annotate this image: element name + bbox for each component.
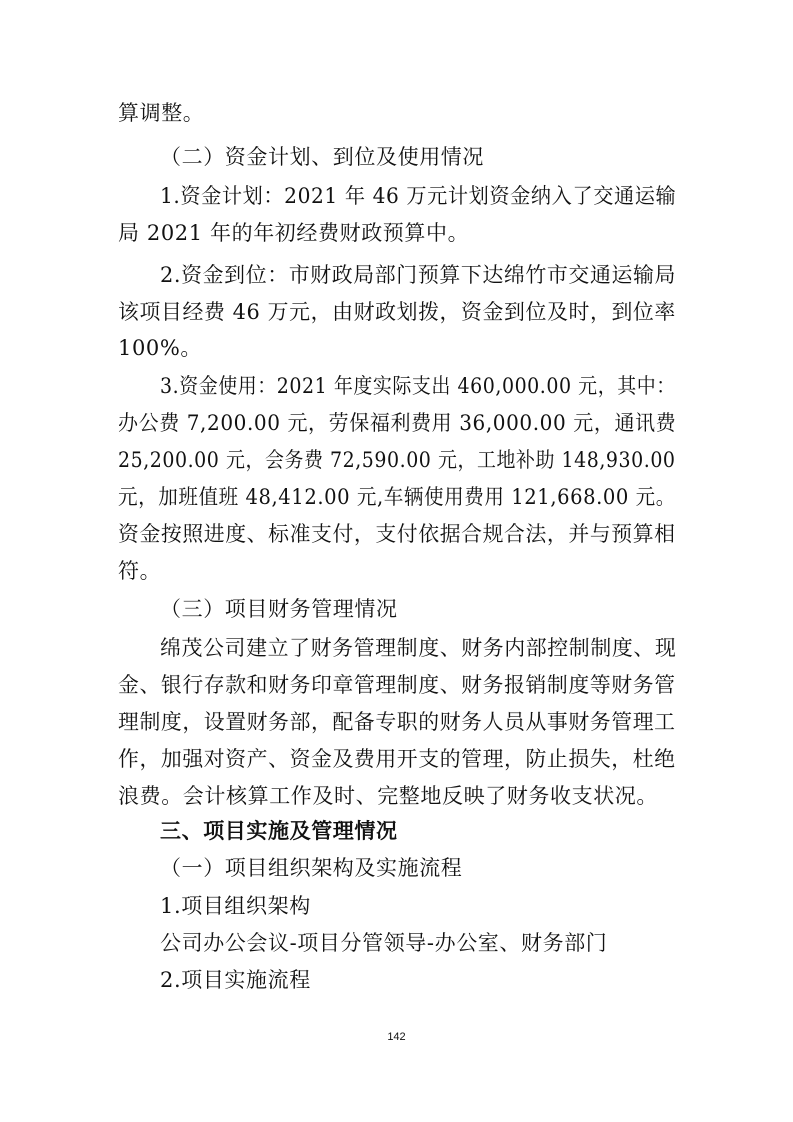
paragraph-line: 该项目经费 46 万元，由财政划拨，资金到位及时，到位率 (118, 300, 676, 324)
paragraph-line: 办公费 7,200.00 元，劳保福利费用 36,000.00 元，通讯费 (118, 411, 677, 435)
paragraph-line: 浪费。会计核算工作及时、完整地反映了财务收支状况。 (118, 784, 658, 808)
paragraph-line: 公司办公会议-项目分管领导-办公室、财务部门 (160, 931, 608, 955)
subsection-heading-finance: （三）项目财务管理情况 (160, 597, 398, 621)
subsection-heading-org: （一）项目组织架构及实施流程 (160, 856, 463, 880)
paragraph-line: 理制度，设置财务部，配备专职的财务人员从事财务管理工 (118, 710, 676, 734)
line-text: 1.资金计划：2021 年 46 万元计划资金纳入了交通运输 (160, 184, 677, 208)
paragraph-line: 25,200.00 元，会务费 72,590.00 元，工地补助 148,930.00 (118, 448, 676, 472)
subsection-heading-funds: （二）资金计划、到位及使用情况 (160, 145, 484, 169)
paragraph-line: 1.项目组织架构 (160, 894, 311, 918)
paragraph-line: 作，加强对资产、资金及费用开支的管理，防止损失，杜绝 (118, 747, 676, 771)
paragraph-line: 绵茂公司建立了财务管理制度、财务内部控制制度、现 (160, 636, 677, 660)
paragraph-line: 3.资金使用：2021 年度实际支出 460,000.00 元，其中： (160, 374, 676, 398)
paragraph-line: 2.项目实施流程 (160, 968, 311, 992)
paragraph-line (160, 183, 677, 209)
section-heading: 三、项目实施及管理情况 (160, 819, 398, 843)
paragraph-line: 元，加班值班 48,412.00 元,车辆使用费用 121,668.00 元。 (118, 485, 676, 509)
page-number: 142 (387, 1031, 406, 1043)
paragraph-line: 2.资金到位：市财政局部门预算下达绵竹市交通运输局 (160, 263, 677, 287)
paragraph-line: 算调整。 (118, 101, 205, 125)
paragraph-line: 局 2021 年的年初经费财政预算中。 (118, 221, 470, 245)
paragraph-line: 100%。 (118, 336, 203, 360)
paragraph-line: 符。 (118, 559, 162, 583)
paragraph-line: 金、银行存款和财务印章管理制度、财务报销制度等财务管 (118, 673, 676, 697)
paragraph-line: 资金按照进度、标准支付，支付依据合规合法，并与预算相 (118, 522, 676, 546)
